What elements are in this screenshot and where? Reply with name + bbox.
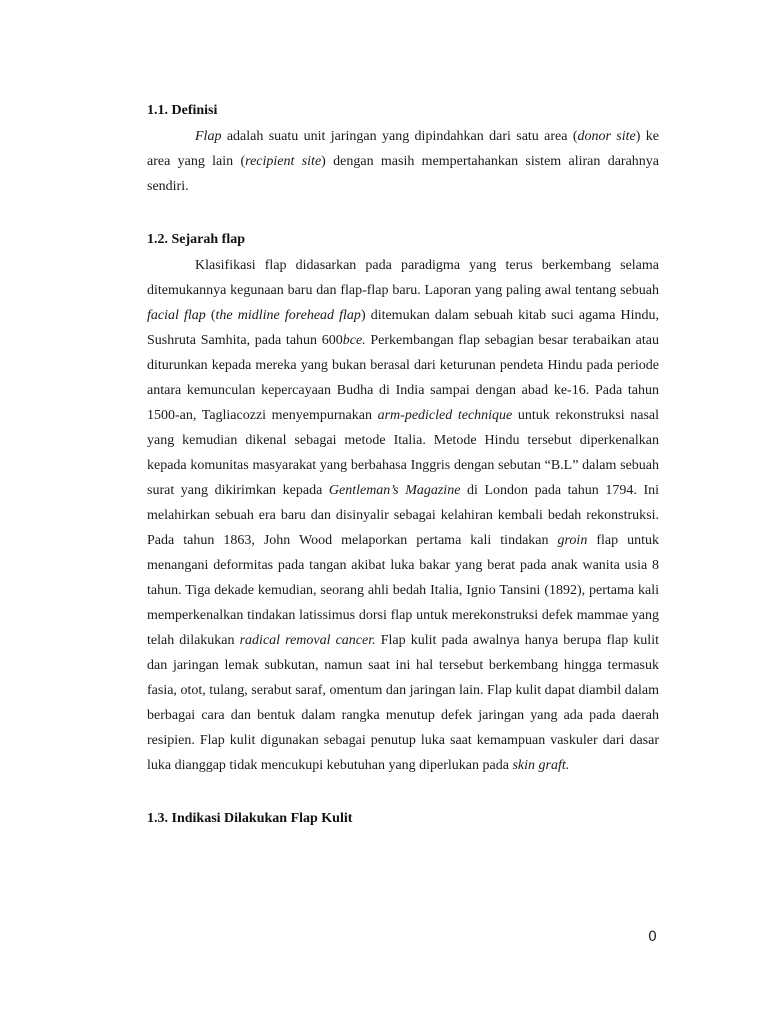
text-run: ) ke area yang lain ( — [147, 129, 660, 169]
document-page — [147, 98, 659, 832]
text-run: ) ditemukan dalam sebuah kitab suci agama Hindu, Sushruta Samhita, pada tahun 600 — [147, 308, 660, 348]
page-number: 0 — [648, 929, 657, 945]
heading-indikasi-flap-kulit: 1.3. Indikasi Dilakukan Flap Kulit — [147, 811, 353, 826]
heading-definisi: 1.1. Definisi — [147, 103, 218, 118]
text-run: di London pada tahun 1794. Ini melahirkan sebuah era baru dan disinyalir sebagai kelahiran kembali bedah rekonstruksi. Pada tahun 1863, John Wood melaporkan pertama kali tindakan — [147, 483, 659, 548]
text-run: Flap kulit pada awalnya hanya berupa flap kulit dan jaringan lemak subkutan, namun saat ini hal tersebut berkembang hingga termasuk fasia, otot, tulang, serabut saraf, omentum dan jaringan lain. Flap kulit dapat diambil dalam berbagai cara dan bentuk dalam rangka menutup defek jaringan yang ada pada daerah resipien. Flap kulit digunakan sebagai penutup luka saat kemampuan vaskuler dari dasar luka dianggap tidak mencukupi kebutuhan yang diperlukan pada — [147, 633, 659, 773]
text-run: adalah suatu unit jaringan yang dipindahkan dari satu area ( — [221, 129, 578, 144]
section-spacer — [147, 199, 659, 227]
italic-term: bce. — [342, 333, 366, 348]
heading-sejarah-flap: 1.2. Sejarah flap — [147, 232, 245, 247]
text-run: flap untuk menangani deformitas pada tangan akibat luka bakar yang berat pada anak wanita usia 8 tahun. Tiga dekade kemudian, seorang ahli bedah Italia, Ignio Tansini (1892), pertama kali memperkenalkan tindakan latissimus dorsi flap untuk merekonstruksi defek mammae yang telah dilakukan — [147, 533, 659, 648]
text-run: ) dengan masih mempertahankan sistem aliran darahnya sendiri. — [147, 154, 659, 194]
italic-term: Gentleman’s Magazine — [328, 483, 461, 498]
text-run: Klasifikasi flap didasarkan pada paradigma yang terus berkembang selama ditemukannya kegunaan baru dan flap-flap baru. Laporan yang paling awal tentang sebuah — [147, 258, 659, 298]
paragraph-sejarah-flap — [147, 253, 659, 778]
text-run: Perkembangan flap sebagian besar terabaikan atau diturunkan kepada mereka yang bukan berasal dari keturunan pendeta Hindu pada periode antara kemunculan kepercayaan Budha di India sampai dengan abad ke-16. Pada tahun 1500-an, Tagliacozzi menyempurnakan — [147, 333, 659, 423]
text-run: untuk rekonstruksi nasal yang kemudian dikenal sebagai metode Italia. Metode Hindu tersebut diperkenalkan kepada komunitas masyarakat yang berbahasa Inggris dengan sebutan “B.L” dalam sebuah surat yang dikirimkan kepada — [147, 408, 660, 498]
italic-term: recipient site — [245, 154, 322, 169]
italic-term: the midline forehead flap — [215, 308, 361, 323]
section-spacer — [147, 778, 659, 806]
italic-term: groin — [557, 533, 588, 548]
paragraph-definisi — [147, 124, 659, 199]
italic-term: radical removal cancer. — [239, 633, 376, 648]
text-run: ( — [205, 308, 216, 323]
italic-term: arm-pedicled technique — [377, 408, 513, 423]
italic-term: Flap — [195, 129, 222, 144]
italic-term: skin graft. — [512, 758, 570, 773]
italic-term: facial flap — [147, 308, 206, 323]
italic-term: donor site — [577, 129, 636, 144]
